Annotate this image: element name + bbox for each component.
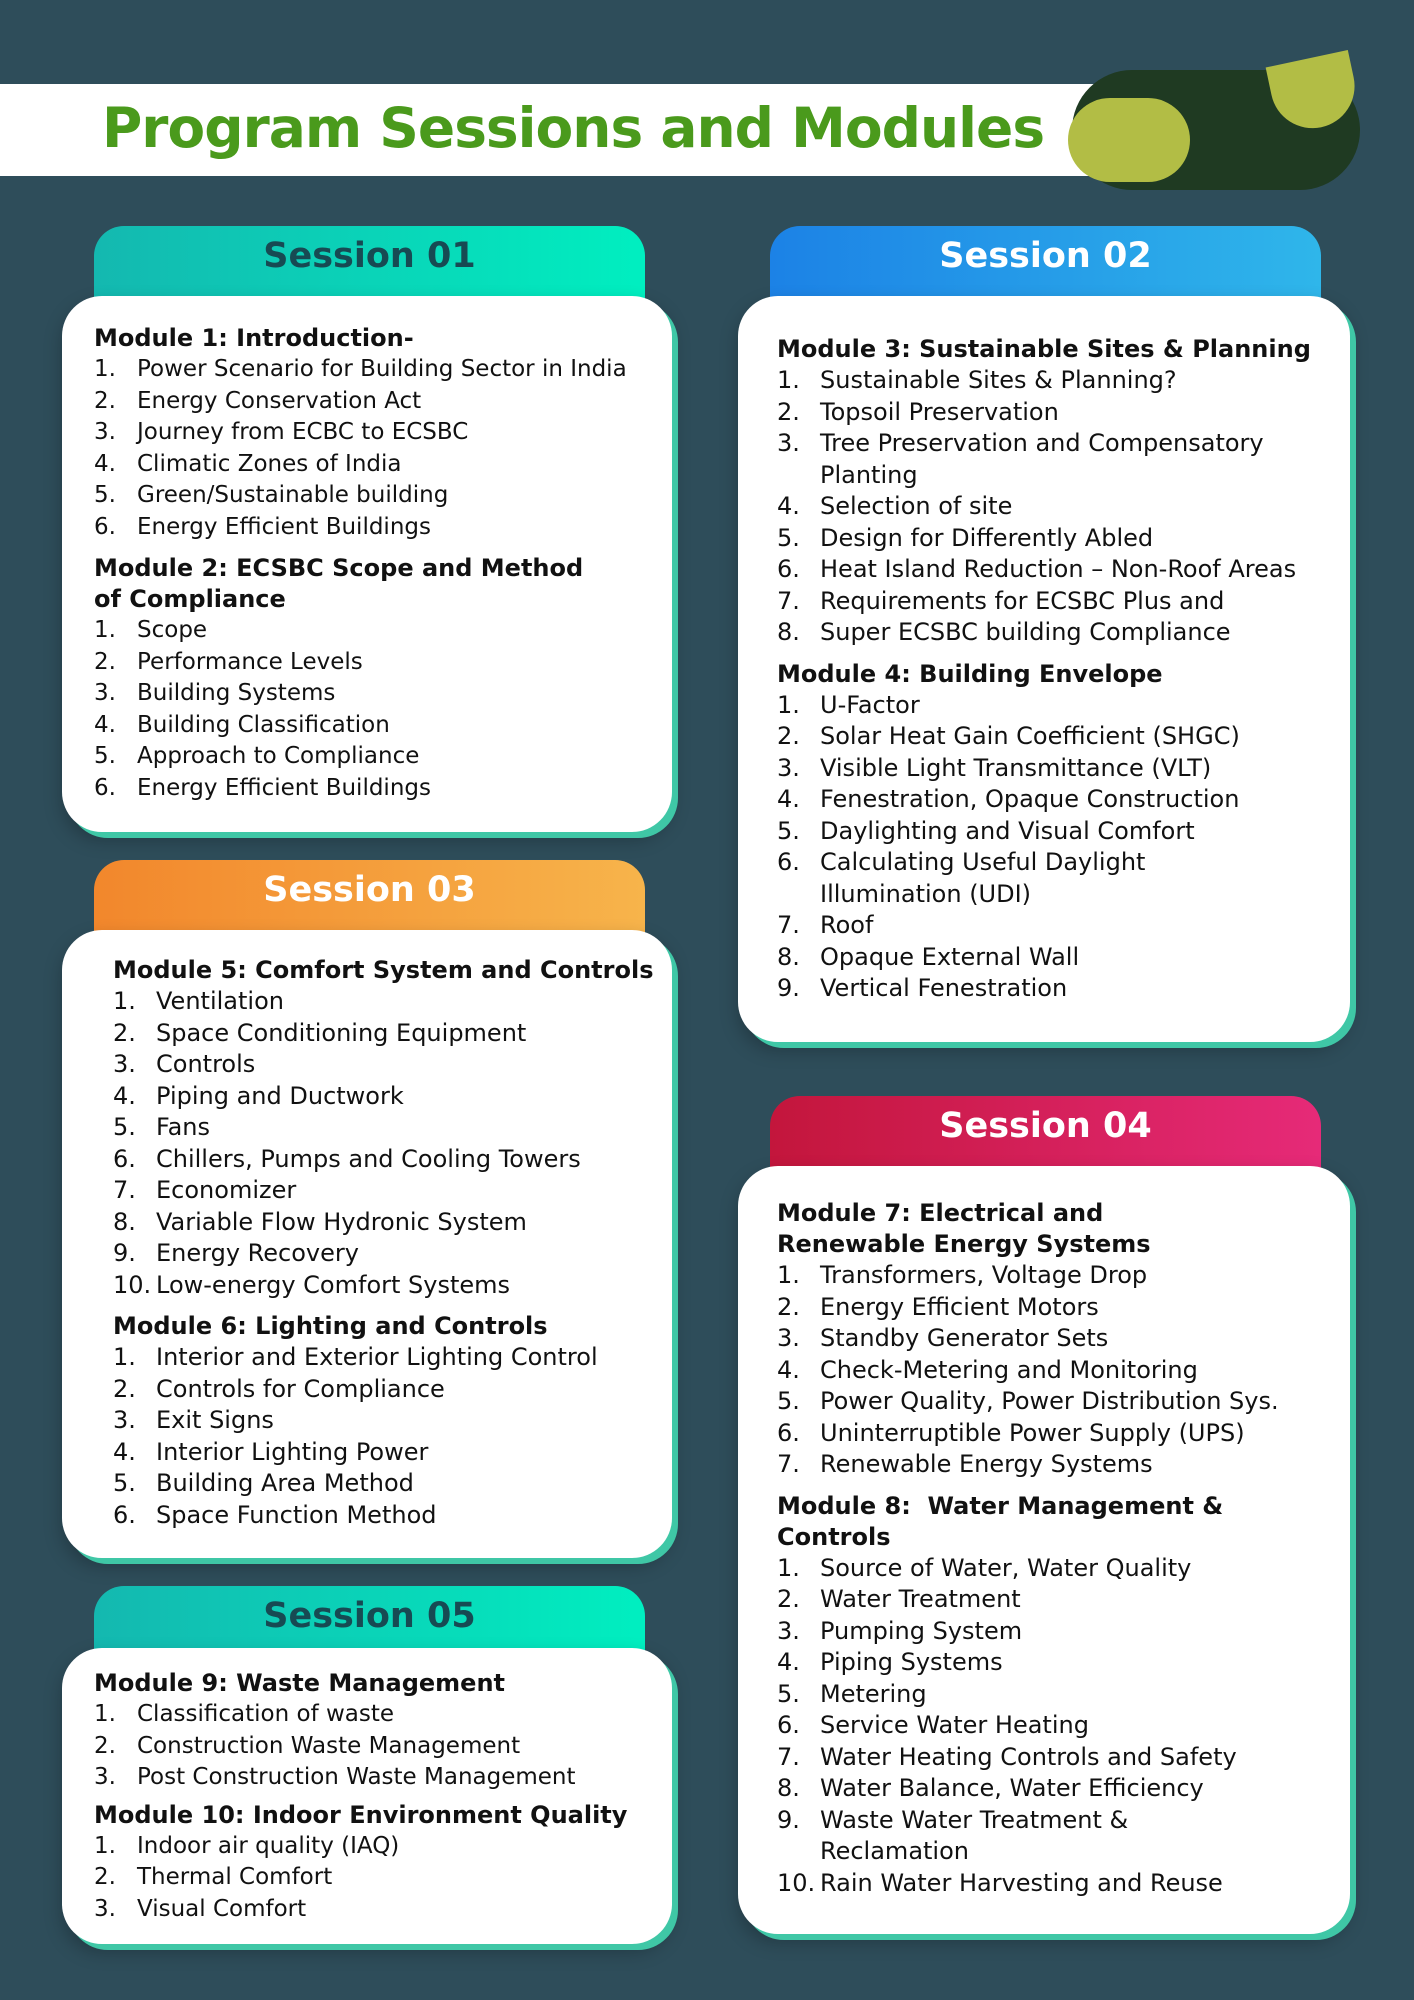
list-item: 2. Energy Conservation Act — [94, 387, 422, 414]
module-title: Module 3: Sustainable Sites & Planning — [777, 335, 1311, 363]
list-item: 2. Thermal Comfort — [94, 1864, 333, 1890]
module-title: Module 9: Waste Management — [94, 1669, 506, 1697]
list-item: 1. Classification of waste — [94, 1701, 395, 1727]
list-item: 6. Space Function Method — [113, 1500, 437, 1529]
list-item: 8. Opaque External Wall — [777, 942, 1080, 971]
session-05-card — [62, 1648, 672, 1944]
list-item: 2. Space Conditioning Equipment — [113, 1018, 527, 1047]
module-10 — [94, 1800, 672, 1926]
list-item: 9. Energy Recovery — [113, 1239, 359, 1267]
list-item: 4. Climatic Zones of India — [94, 450, 402, 477]
list-item: 6. Energy Efficient Buildings — [94, 774, 431, 801]
list-item: 1. Transformers, Voltage Drop — [777, 1261, 1148, 1289]
session-03-card — [62, 930, 672, 1558]
session-02-card — [738, 296, 1350, 1042]
list-item: 5. Green/Sustainable building — [94, 482, 449, 508]
list-item: 9. Waste Water Treatment & Reclamation — [777, 1805, 1129, 1865]
list-item: 2. Solar Heat Gain Coefficient (SHGC) — [777, 722, 1240, 750]
list-item: 3. Journey from ECBC to ECSBC — [94, 419, 469, 445]
list-item: 10. Rain Water Harvesting and Reuse — [777, 1868, 1223, 1897]
module-1 — [94, 323, 672, 543]
list-item: 1. Power Scenario for Building Sector in India — [94, 356, 627, 382]
list-item: 2. Topsoil Preservation — [777, 397, 1059, 426]
decorative-circle — [1068, 98, 1190, 182]
list-item: 5. Daylighting and Visual Comfort — [777, 816, 1195, 845]
list-item: 6. Heat Island Reduction – Non-Roof Areas — [777, 555, 1297, 583]
list-item: 1. U-Factor — [777, 690, 920, 719]
module-title: Module 8: Water Management & Controls — [777, 1491, 1232, 1551]
list-item: 4. Building Classification — [94, 711, 390, 738]
list-item: 4. Interior Lighting Power — [113, 1437, 429, 1466]
module-title: Module 2: ECSBC Scope and Method of Compliance — [94, 554, 584, 613]
list-item: 4. Fenestration, Opaque Construction — [777, 785, 1240, 813]
module-6 — [113, 1311, 672, 1531]
module-2 — [94, 553, 672, 804]
list-item: 6. Calculating Useful Daylight Illumination (UDI) — [777, 848, 1146, 908]
list-item: 5. Metering — [777, 1679, 927, 1708]
list-item: 2. Controls for Compliance — [113, 1374, 445, 1403]
session-03-tab: Session 03 — [94, 860, 645, 942]
list-item: 3. Post Construction Waste Management — [94, 1764, 576, 1790]
list-item: 4. Piping Systems — [777, 1648, 1003, 1676]
list-item: 1. Source of Water, Water Quality — [777, 1553, 1192, 1582]
list-item: 6. Service Water Heating — [777, 1711, 1089, 1739]
session-02-tab: Session 02 — [770, 226, 1321, 308]
list-item: 5. Building Area Method — [113, 1469, 414, 1497]
session-01-card — [62, 296, 672, 832]
module-title: Module 10: Indoor Environment Quality — [94, 1800, 628, 1829]
list-item: 3. Visible Light Transmittance (VLT) — [777, 753, 1212, 782]
list-item: 3. Controls — [113, 1050, 256, 1078]
module-title: Module 6: Lighting and Controls — [113, 1312, 548, 1340]
list-item: 7. Economizer — [113, 1176, 297, 1204]
list-item: 2. Energy Efficient Motors — [777, 1292, 1099, 1321]
list-item: 7. Requirements for ECSBC Plus and — [777, 586, 1225, 615]
list-item: 6. Energy Efficient Buildings — [94, 513, 431, 540]
list-item: 6. Chillers, Pumps and Cooling Towers — [113, 1144, 581, 1173]
list-item: 6. Uninterruptible Power Supply (UPS) — [777, 1418, 1245, 1447]
list-item: 5. Fans — [113, 1113, 211, 1141]
module-7 — [777, 1198, 1350, 1481]
list-item: 3. Building Systems — [94, 680, 336, 706]
module-title: Module 1: Introduction- — [94, 324, 414, 352]
list-item: 1. Sustainable Sites & Planning? — [777, 366, 1177, 394]
module-9 — [94, 1668, 672, 1794]
list-item: 5. Design for Differently Abled — [777, 523, 1154, 552]
module-5 — [113, 955, 672, 1301]
list-item: 3. Pumping System — [777, 1616, 1023, 1645]
session-05-tab: Session 05 — [94, 1586, 645, 1668]
list-item: 8. Water Balance, Water Efficiency — [777, 1774, 1204, 1802]
list-item: 4. Check-Metering and Monitoring — [777, 1355, 1198, 1384]
list-item: 7. Water Heating Controls and Safety — [777, 1742, 1237, 1771]
list-item: 3. Tree Preservation and Compensatory Planting — [777, 429, 1264, 489]
list-item: 8. Super ECSBC building Compliance — [777, 618, 1231, 646]
list-item: 5. Power Quality, Power Distribution Sys. — [777, 1387, 1279, 1415]
list-item: 1. Scope — [94, 617, 208, 643]
module-8 — [777, 1491, 1350, 1900]
module-title: Module 4: Building Envelope — [777, 659, 1163, 688]
module-3 — [777, 334, 1350, 649]
list-item: 7. Roof — [777, 911, 874, 939]
list-item: 9. Vertical Fenestration — [777, 974, 1068, 1002]
module-title: Module 5: Comfort System and Controls — [113, 956, 654, 984]
list-item: 7. Renewable Energy Systems — [777, 1450, 1153, 1478]
module-title: Module 7: Electrical and Renewable Energy Systems — [777, 1199, 1151, 1258]
module-4 — [777, 659, 1350, 1005]
session-01-tab: Session 01 — [94, 226, 645, 308]
list-item: 1. Ventilation — [113, 987, 284, 1015]
list-item: 1. Indoor air quality (IAQ) — [94, 1832, 400, 1859]
list-item: 5. Approach to Compliance — [94, 743, 420, 769]
list-item: 2. Performance Levels — [94, 648, 363, 675]
list-item: 3. Standby Generator Sets — [777, 1324, 1109, 1352]
list-item: 3. Visual Comfort — [94, 1895, 307, 1922]
list-item: 4. Piping and Ductwork — [113, 1081, 404, 1110]
list-item: 3. Exit Signs — [113, 1406, 274, 1434]
list-item: 1. Interior and Exterior Lighting Control — [113, 1343, 598, 1371]
page-title: Program Sessions and Modules — [102, 96, 1045, 160]
list-item: 8. Variable Flow Hydronic System — [113, 1207, 527, 1236]
list-item: 4. Selection of site — [777, 492, 1013, 520]
session-04-card — [738, 1166, 1350, 1934]
list-item: 2. Water Treatment — [777, 1585, 1021, 1613]
session-04-tab: Session 04 — [770, 1096, 1321, 1178]
list-item: 10. Low-energy Comfort Systems — [113, 1270, 511, 1299]
list-item: 2. Construction Waste Management — [94, 1732, 521, 1759]
